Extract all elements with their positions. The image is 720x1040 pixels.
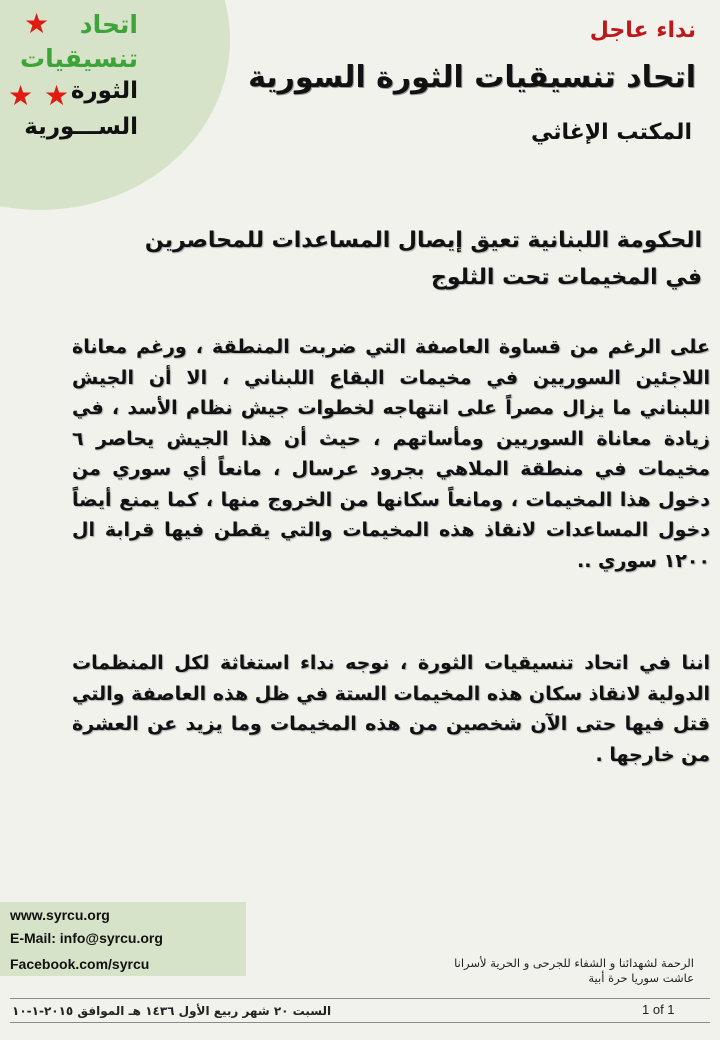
department-title: المكتب الإغاثي xyxy=(530,120,692,145)
footer-divider-bottom xyxy=(10,1022,710,1023)
footer-prayer xyxy=(454,956,694,986)
logo-line-3: الثورة xyxy=(70,78,138,104)
paragraph-2: اننا في اتحاد تنسيقيات الثورة ، نوجه نداء استغاثة لكل المنظمات الدولية لانقاذ سكان هذه المخيمات الستة في ظل هذه العاصفة والتي قتل فيها حتى الآن شخصين من هذه المخيمات وما يزيد عن العشرة من خارجها . xyxy=(72,652,710,766)
logo-line-1: اتحاد xyxy=(79,10,138,39)
star-icon: ★ xyxy=(44,79,70,112)
contact-panel xyxy=(0,902,246,976)
prayer-line-2: عاشت سوريا حرة أبية xyxy=(588,971,694,985)
star-icon: ★ xyxy=(8,79,34,112)
footer-divider xyxy=(10,998,710,999)
paragraph-1: على الرغم من قساوة العاصفة التي ضربت المنطقة ، ورغم معاناة اللاجئين السوريين في مخيمات البقاع اللبناني ، الا أن الجيش اللبناني ما يزال مصراً على انتهاجه لخطوات جيش نظام الأسد ، في زيادة معاناة السوريين ومأساتهم ، حيث أن هذا الجيش يحاصر ٦ مخيمات في منطقة الملاهي بجرود عرسال ، مانعاً أي سوري من دخول هذا المخيمات ، ومانعاً سكانها من الخروج منها ، كما يمنع أيضاً دخول المساعدات لانقاذ هذه المخيمات والتي يقطن فيها قرابة ال ١٢٠٠ سوري .. xyxy=(72,336,710,572)
urgent-label: نداء عاجل xyxy=(589,18,696,43)
date-line: السبت ٢٠ شهر ربيع الأول ١٤٣٦ هـ الموافق ٢٠١٥-١-١٠ xyxy=(12,1004,332,1018)
headline: الحكومة اللبنانية تعيق إيصال المساعدات للمحاصرين في المخيمات تحت الثلوج xyxy=(144,228,702,290)
website-link[interactable]: www.syrcu.org xyxy=(10,907,110,923)
email-link[interactable]: E-Mail: info@syrcu.org xyxy=(10,930,163,946)
logo-line-2: تنسيقيات xyxy=(20,44,138,73)
prayer-line-1: الرحمة لشهدائنا و الشفاء للجرحى و الحرية لأسرانا xyxy=(454,956,694,970)
organization-title: اتحاد تنسيقيات الثورة السورية xyxy=(248,60,696,95)
logo-line-4: الســـورية xyxy=(24,114,138,140)
star-icon: ★ xyxy=(24,7,50,40)
logo xyxy=(8,6,138,146)
facebook-link[interactable]: Facebook.com/syrcu xyxy=(10,956,150,972)
page-number: 1 of 1 xyxy=(642,1002,675,1017)
